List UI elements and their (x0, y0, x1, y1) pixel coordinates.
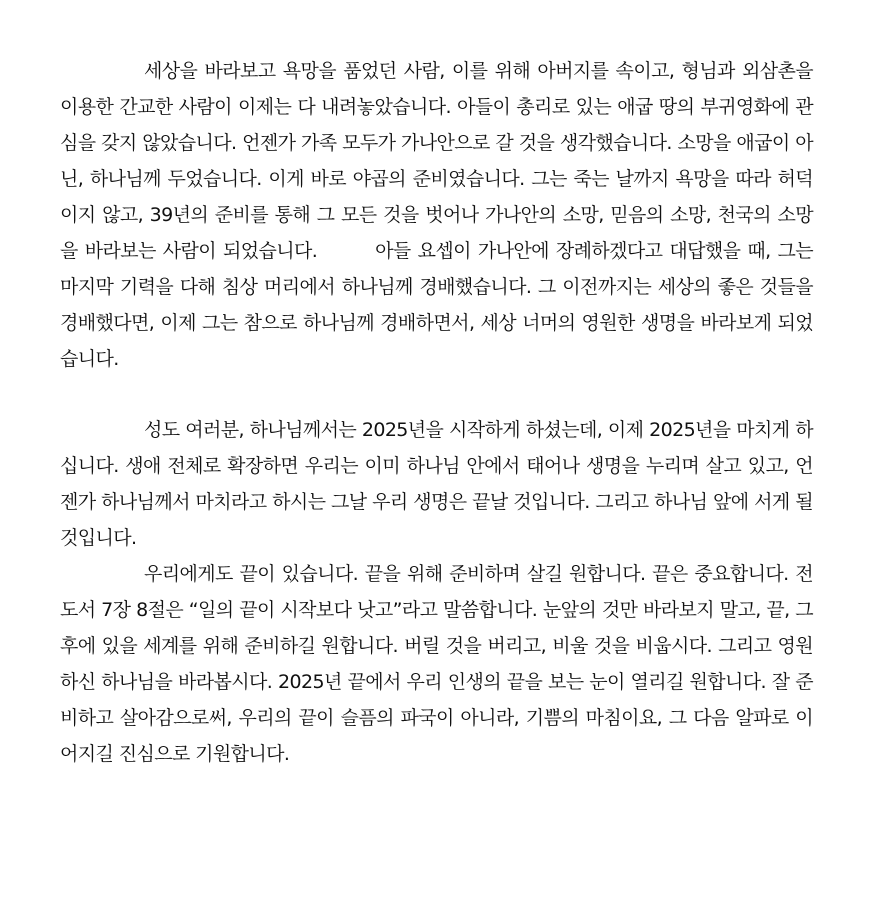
document-body (60, 53, 813, 772)
paragraph-jacob-part-2: 아들 요셉이 가나안에 장례하겠다고 대답했을 때, 그는 마지막 기력을 다해 침상 머리에서 하나님께 경배했습니다. 그 이전까지는 세상의 좋은 것들을 경배했다면, 이제 그는 참으로 하나님께 경배하면서, 세상 너머의 영원한 생명을 바라보게 되었습니다. (60, 240, 813, 370)
paragraph-jacob-part-1: 세상을 바라보고 욕망을 품었던 사람, 이를 위해 아버지를 속이고, 형님과 외삼촌을 이용한 간교한 사람이 이제는 다 내려놓았습니다. 아들이 총리로 있는 애굽 땅의 부귀영화에 관심을 갖지 않았습니다. 언젠가 가족 모두가 가나안으로 갈 것을 생각했습니다. 소망을 애굽이 아닌, 하나님께 두었습니다. 이게 바로 야곱의 준비였습니다. 그는 죽는 날까지 욕망을 따라 허덕이지 않고, 39년의 준비를 통해 그 모든 것을 벗어나 가나안의 소망, 믿음의 소망, 천국의 소망을 바라보는 사람이 되었습니다. (60, 60, 813, 262)
paragraph-2025: 성도 여러분, 하나님께서는 2025년을 시작하게 하셨는데, 이제 2025년을 마치게 하십니다. 생애 전체로 확장하면 우리는 이미 하나님 안에서 태어나 생명을 누리며 살고 있고, 언젠가 하나님께서 마치라고 하시는 그날 우리 생명은 끝날 것입니다. 그리고 하나님 앞에 서게 될 것입니다. (60, 419, 813, 549)
paragraph-end: 우리에게도 끝이 있습니다. 끝을 위해 준비하며 살길 원합니다. 끝은 중요합니다. 전도서 7장 8절은 “일의 끝이 시작보다 낫고”라고 말씀합니다. 눈앞의 것만 바라보지 말고, 끝, 그 후에 있을 세계를 위해 준비하길 원합니다. 버릴 것을 버리고, 비울 것을 비웁시다. 그리고 영원하신 하나님을 바라봅시다. 2025년 끝에서 우리 인생의 끝을 보는 눈이 열리길 원합니다. 잘 준비하고 살아감으로써, 우리의 끝이 슬픔의 파국이 아니라, 기쁨의 마침이요, 그 다음 알파로 이어지길 진심으로 기원합니다. (60, 563, 813, 765)
paragraph-gap (60, 377, 813, 412)
paragraph-jacob (60, 53, 813, 377)
